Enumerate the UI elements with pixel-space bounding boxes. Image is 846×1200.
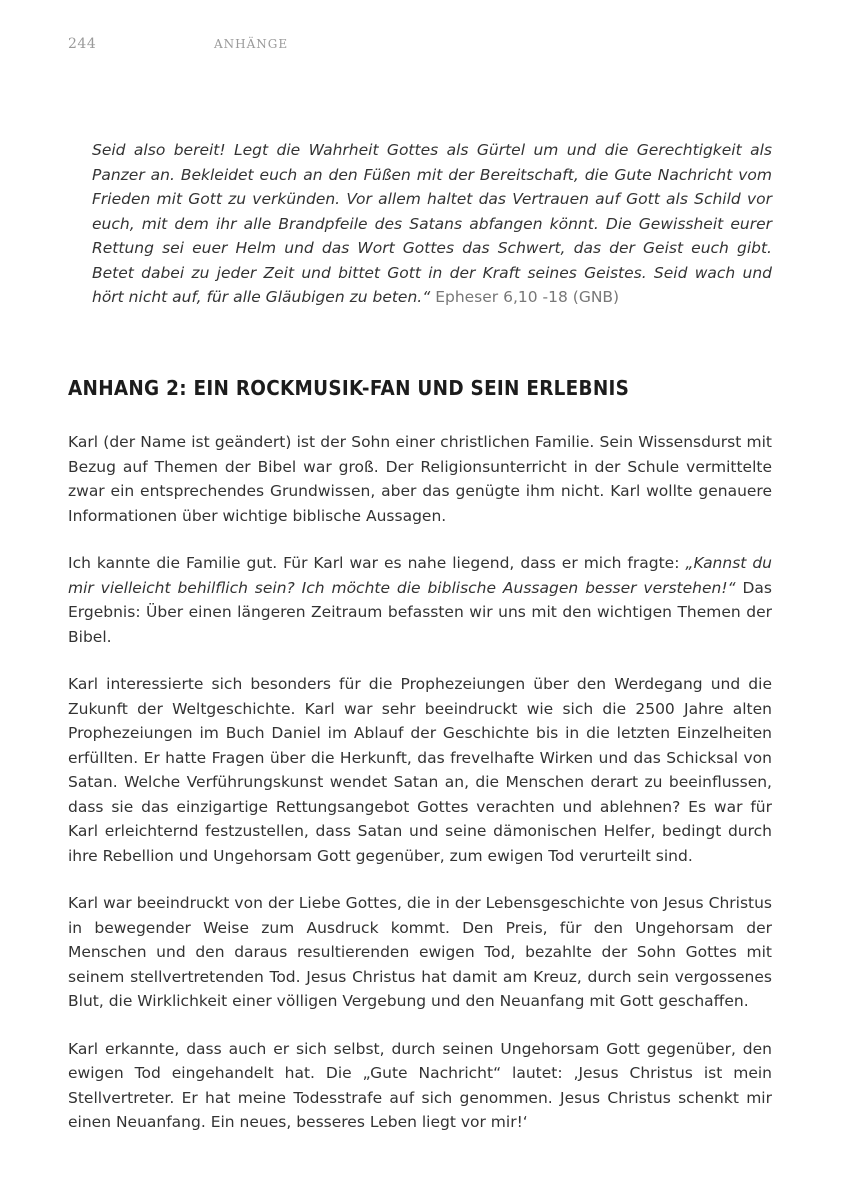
running-head-section: ANHÄNGE — [214, 37, 289, 51]
paragraph-2-quote: „Kannst du mir vielleicht behilflich sein? Ich möchte die biblische Aussagen besser verstehen!“ — [68, 554, 773, 597]
paragraph-4: Karl war beeindruckt von der Liebe Gottes, die in der Lebensgeschichte von Jesus Christus in bewegender Weise zum Ausdruck kommt. Den Preis, für den Ungehorsam der Menschen und den daraus resultierenden ewigen Tod, bezahlte der Sohn Gottes mit seinem stellvertretenden Tod. Jesus Christus hat damit am Kreuz, durch sein vergossenes Blut, die Wirklichkeit einer völligen Vergebung und den Neuanfang mit Gott geschaffen. — [68, 894, 772, 1010]
running-head — [68, 36, 288, 52]
body-text — [68, 430, 772, 1158]
bible-quote — [92, 138, 772, 310]
paragraph-2-result: Das Ergebnis: Über einen längeren Zeitraum befassten wir uns mit den wichtigen Themen der Bibel. — [68, 578, 772, 646]
paragraph-2-intro: Ich kannte die Familie gut. Für Karl war es nahe liegend, dass er mich fragte: — [68, 554, 686, 572]
paragraph-5: Karl erkannte, dass auch er sich selbst, durch seinen Ungehorsam Gott gegenüber, den ewigen Tod eingehandelt hat. Die „Gute Nachricht“ lautet: ‚Jesus Christus ist mein Stellvertreter. Er hat meine Todesstrafe auf sich genommen. Jesus Christus schenkt mir einen Neuanfang. Ein neues, besseres Leben liegt vor mir!‘ — [68, 1039, 772, 1131]
quote-text: Seid also bereit! Legt die Wahrheit Gottes als Gürtel um und die Gerechtigkeit als Panzer an. Bekleidet euch an den Füßen mit der Bereitschaft, die Gute Nachricht vom Frieden mit Gott zu verkünden. Vor allem haltet das Vertrauen auf Gott als Schild vor euch, mit dem ihr alle Brandpfeile des Satans abfangen könnt. Die Gewissheit eurer Rettung sei euer Helm und das Wort Gottes das Schwert, das der Geist euch gibt. Betet dabei zu jeder Zeit und bittet Gott in der Kraft seines Geistes. Seid wach und hört nicht auf, für alle Gläubigen zu beten.“ — [92, 141, 772, 306]
paragraph-1: Karl (der Name ist geändert) ist der Sohn einer christlichen Familie. Sein Wissensdurst mit Bezug auf Themen der Bibel war groß. Der Religionsunterricht in der Schule vermittelte zwar ein entsprechendes Grundwissen, aber das genügte ihm nicht. Karl wollte genauere Informationen über wichtige biblische Aussagen. — [68, 433, 772, 525]
quote-source: Epheser 6,10 -18 (GNB) — [435, 288, 620, 306]
paragraph-2 — [68, 551, 772, 649]
appendix-heading: ANHANG 2: EIN ROCKMUSIK-FAN UND SEIN ERLEBNIS — [68, 376, 630, 400]
page-number: 244 — [68, 36, 97, 52]
paragraph-3: Karl interessierte sich besonders für die Prophezeiungen über den Werdegang und die Zukunft der Weltgeschichte. Karl war sehr beeindruckt wie sich die 2500 Jahre alten Prophezeiungen im Buch Daniel im Ablauf der Geschichte bis in die letzten Einzelheiten erfüllten. Er hatte Fragen über die Herkunft, das frevelhafte Wirken und das Schicksal von Satan. Welche Verführungskunst wendet Satan an, die Menschen derart zu beeinflussen, dass sie das einzigartige Rettungsangebot Gottes verachten und ablehnen? Es war für Karl erleichternd festzustellen, dass Satan und seine dämonischen Helfer, bedingt durch ihre Rebellion und Ungehorsam Gott gegenüber, zum ewigen Tod verurteilt sind. — [68, 675, 772, 865]
